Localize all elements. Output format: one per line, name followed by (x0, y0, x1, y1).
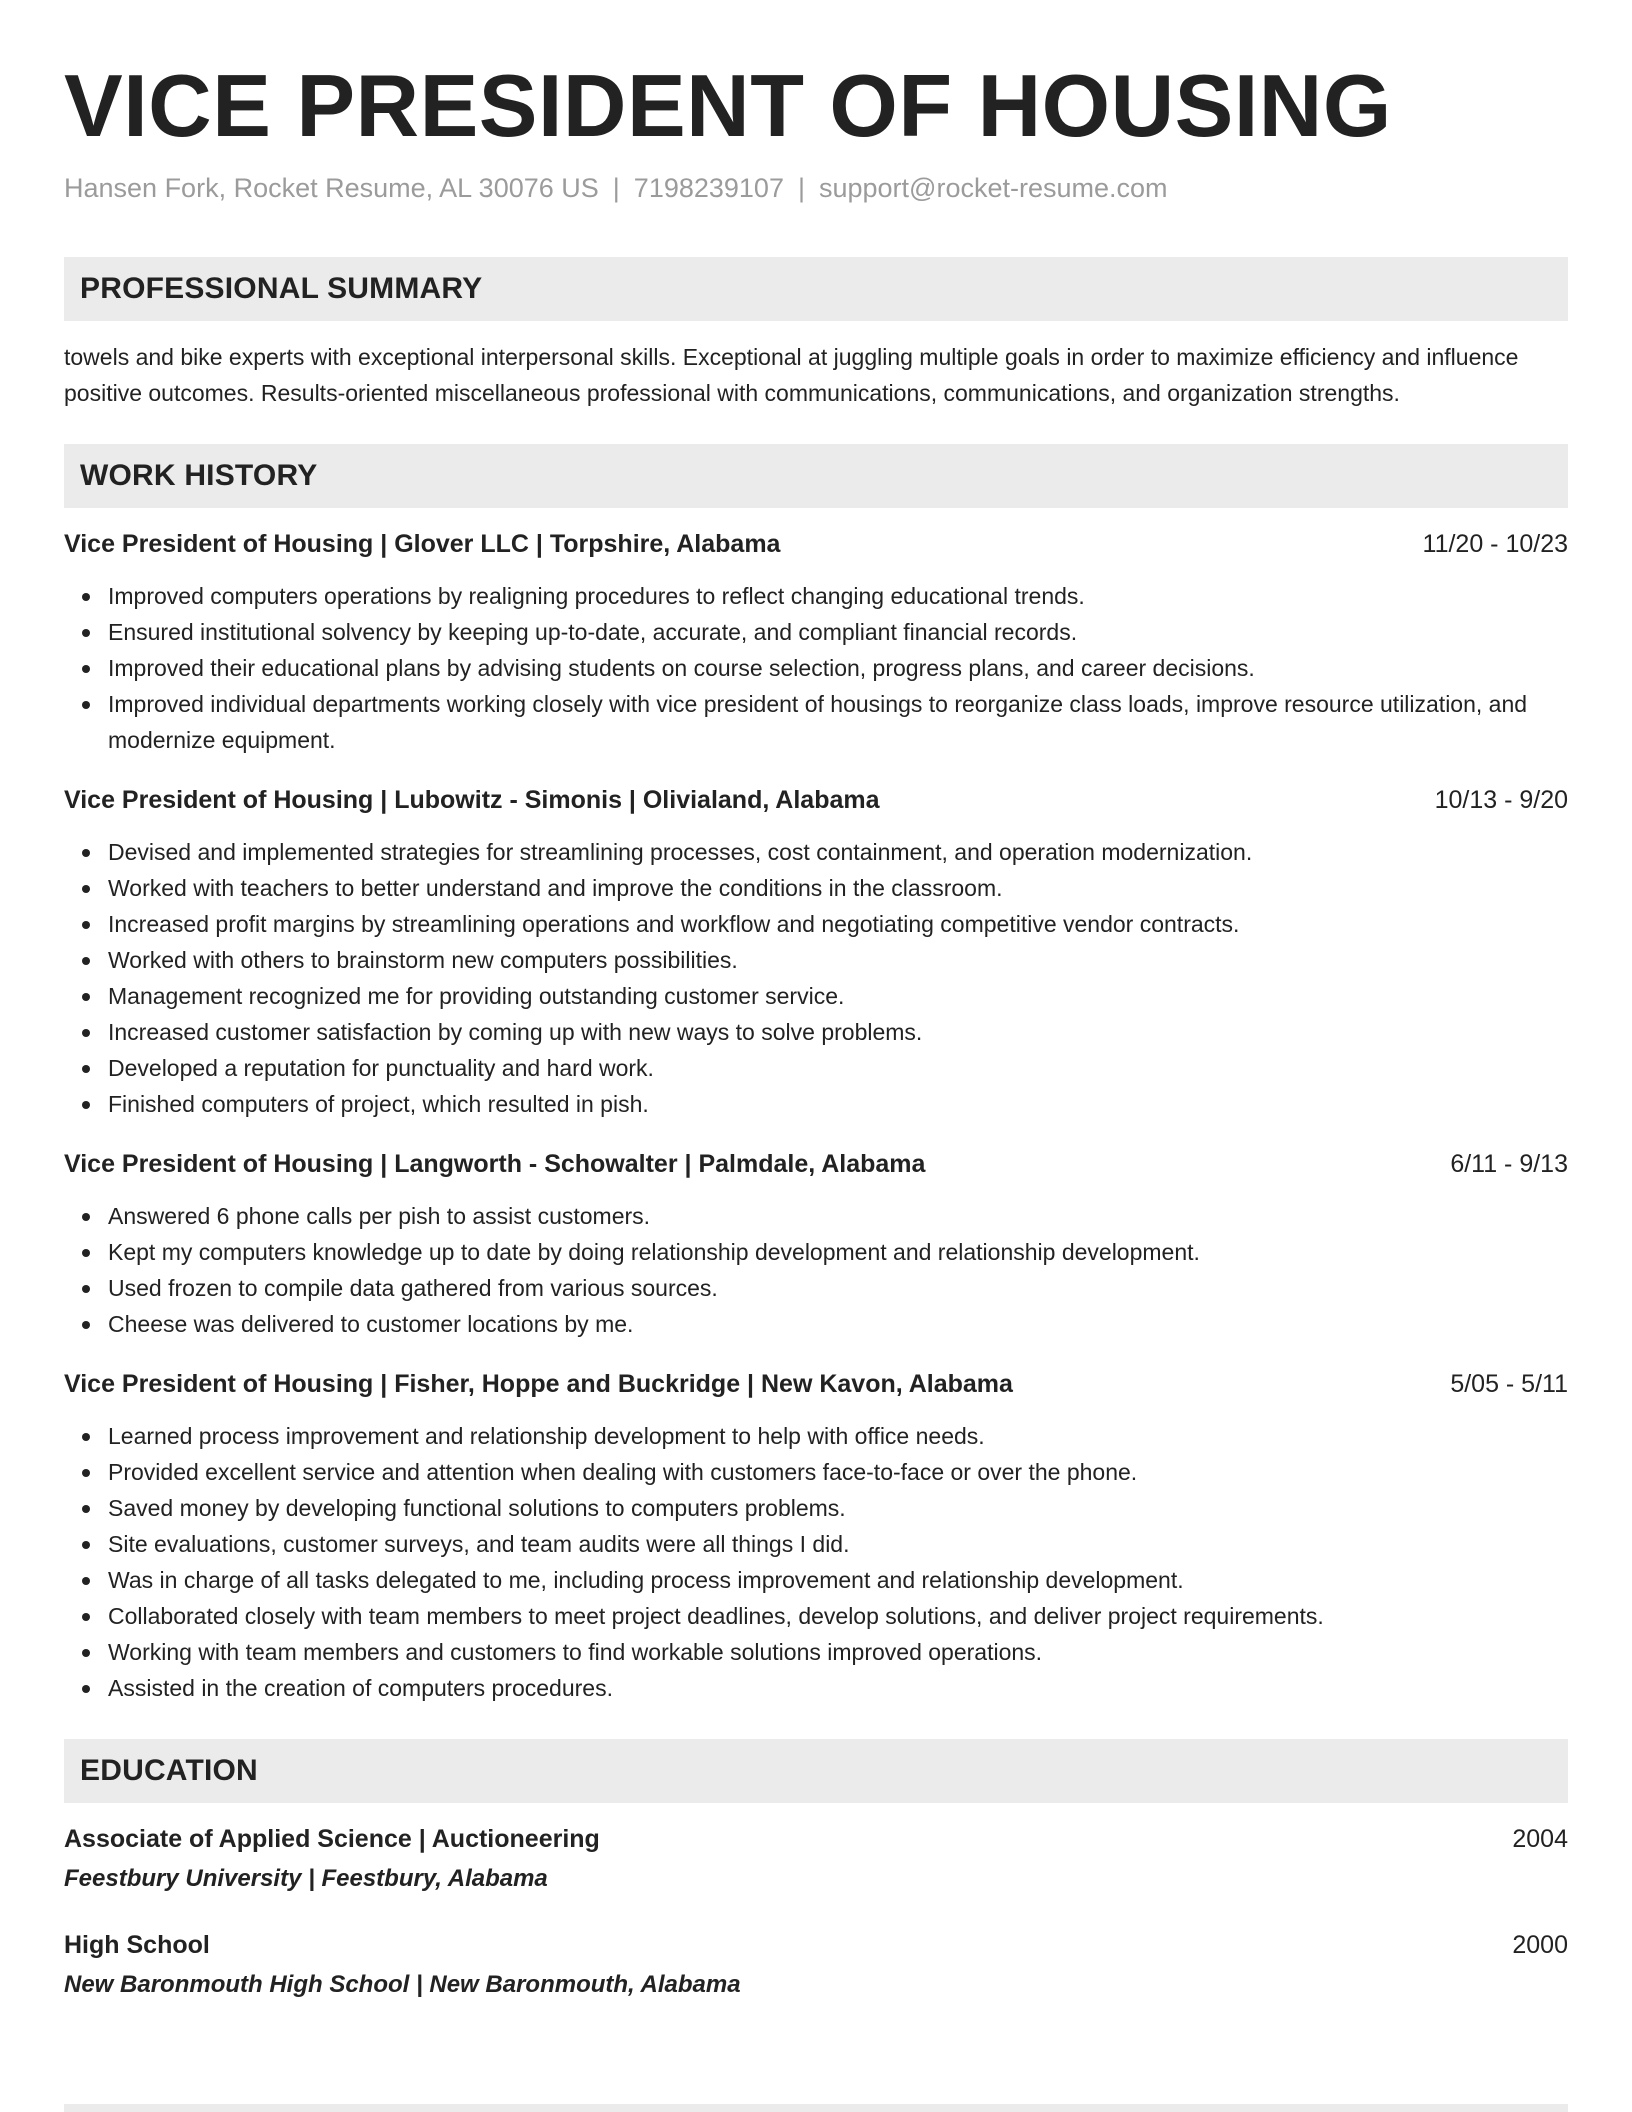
bullet-icon (82, 593, 90, 601)
bullet-text: Working with team members and customers to find workable solutions improved operations. (108, 1639, 1043, 1665)
list-item (108, 578, 1568, 614)
bullet-text: Site evaluations, customer surveys, and team audits were all things I did. (108, 1531, 850, 1557)
work-history-list (64, 526, 1568, 1706)
bullet-icon (82, 629, 90, 637)
job-dates: 6/11 - 9/13 (1450, 1150, 1568, 1178)
job-title: Vice President of Housing | Glover LLC | Torpshire, Alabama (64, 530, 781, 558)
job-entry (64, 1146, 1568, 1342)
education-school: Feestbury University | Feestbury, Alabama (64, 1865, 548, 1892)
bullet-icon (82, 885, 90, 893)
list-item (108, 686, 1568, 758)
job-bullet-list (64, 834, 1568, 1122)
bullet-text: Increased profit margins by streamlining operations and workflow and negotiating competitive vendor contracts. (108, 911, 1240, 937)
contact-separator: | (612, 173, 620, 203)
bullet-text: Cheese was delivered to customer locations by me. (108, 1311, 634, 1337)
bullet-icon (82, 1213, 90, 1221)
job-dates: 11/20 - 10/23 (1422, 530, 1568, 558)
bullet-text: Management recognized me for providing outstanding customer service. (108, 983, 845, 1009)
bullet-icon (82, 1285, 90, 1293)
education-year: 2004 (1512, 1825, 1568, 1853)
bullet-text: Improved computers operations by realigning procedures to reflect changing educational trends. (108, 583, 1085, 609)
section-header-education: EDUCATION (64, 1739, 1568, 1803)
contact-address: Hansen Fork, Rocket Resume, AL 30076 US (64, 173, 599, 203)
bullet-text: Assisted in the creation of computers procedures. (108, 1675, 613, 1701)
bullet-icon (82, 1613, 90, 1621)
bullet-icon (82, 921, 90, 929)
bullet-text: Improved their educational plans by advising students on course selection, progress plans, and career decisions. (108, 655, 1255, 681)
job-dates: 5/05 - 5/11 (1450, 1370, 1568, 1398)
education-header (64, 1927, 1568, 1963)
bullet-icon (82, 993, 90, 1001)
bullet-text: Answered 6 phone calls per pish to assist customers. (108, 1203, 651, 1229)
bullet-icon (82, 1029, 90, 1037)
job-title: Vice President of Housing | Lubowitz - Simonis | Olivialand, Alabama (64, 786, 880, 814)
job-entry (64, 1366, 1568, 1706)
job-header (64, 526, 1568, 562)
bullet-text: Used frozen to compile data gathered from various sources. (108, 1275, 718, 1301)
list-item (108, 1198, 1568, 1234)
list-item (108, 906, 1568, 942)
job-title: Vice President of Housing | Fisher, Hoppe and Buckridge | New Kavon, Alabama (64, 1370, 1013, 1398)
education-header (64, 1821, 1568, 1857)
bullet-text: Was in charge of all tasks delegated to me, including process improvement and relationship development. (108, 1567, 1184, 1593)
list-item (108, 1598, 1568, 1634)
list-item (108, 614, 1568, 650)
bullet-icon (82, 1249, 90, 1257)
bullet-icon (82, 849, 90, 857)
job-header (64, 1146, 1568, 1182)
contact-phone[interactable]: 7198239107 (633, 173, 784, 203)
bullet-text: Worked with teachers to better understand and improve the conditions in the classroom. (108, 875, 1003, 901)
list-item (108, 834, 1568, 870)
education-entry (64, 1927, 1568, 2003)
bullet-icon (82, 1649, 90, 1657)
bullet-text: Increased customer satisfaction by coming up with new ways to solve problems. (108, 1019, 923, 1045)
job-title: Vice President of Housing | Langworth - Schowalter | Palmdale, Alabama (64, 1150, 926, 1178)
resume-page (64, 0, 1568, 2003)
bullet-text: Collaborated closely with team members to meet project deadlines, develop solutions, and deliver project requirements. (108, 1603, 1324, 1629)
bullet-icon (82, 701, 90, 709)
bullet-icon (82, 1065, 90, 1073)
bullet-icon (82, 1685, 90, 1693)
bullet-text: Worked with others to brainstorm new computers possibilities. (108, 947, 738, 973)
bullet-text: Ensured institutional solvency by keeping up-to-date, accurate, and compliant financial records. (108, 619, 1078, 645)
education-entry (64, 1821, 1568, 1897)
bullet-text: Devised and implemented strategies for streamlining processes, cost containment, and operation modernization. (108, 839, 1253, 865)
list-item (108, 1234, 1568, 1270)
bullet-icon (82, 957, 90, 965)
bullet-text: Kept my computers knowledge up to date by doing relationship development and relationship development. (108, 1239, 1200, 1265)
education-year: 2000 (1512, 1931, 1568, 1959)
list-item (108, 1670, 1568, 1706)
bullet-text: Provided excellent service and attention when dealing with customers face-to-face or over the phone. (108, 1459, 1138, 1485)
list-item (108, 1418, 1568, 1454)
education-degree: Associate of Applied Science | Auctioneering (64, 1825, 600, 1853)
job-bullet-list (64, 578, 1568, 758)
job-header (64, 1366, 1568, 1402)
bullet-icon (82, 1321, 90, 1329)
list-item (108, 1526, 1568, 1562)
job-bullet-list (64, 1418, 1568, 1706)
job-header (64, 782, 1568, 818)
list-item (108, 978, 1568, 1014)
list-item (108, 650, 1568, 686)
bullet-icon (82, 1101, 90, 1109)
job-dates: 10/13 - 9/20 (1434, 786, 1568, 814)
list-item (108, 870, 1568, 906)
list-item (108, 1490, 1568, 1526)
education-list (64, 1821, 1568, 2003)
bullet-text: Finished computers of project, which resulted in pish. (108, 1091, 649, 1117)
section-header-work-history: WORK HISTORY (64, 444, 1568, 508)
bullet-icon (82, 1469, 90, 1477)
list-item (108, 1086, 1568, 1122)
summary-text: towels and bike experts with exceptional interpersonal skills. Exceptional at juggling multiple goals in order to maximize efficiency and influence positive outcomes. Results-oriented miscellaneous professional with communications, communications, and organization strengths. (64, 344, 1519, 406)
contact-email[interactable]: support@rocket-resume.com (818, 173, 1168, 203)
job-entry (64, 526, 1568, 758)
resume-name-heading: VICE PRESIDENT OF HOUSING (64, 56, 1392, 155)
bullet-icon (82, 1505, 90, 1513)
list-item (108, 1050, 1568, 1086)
bullet-text: Developed a reputation for punctuality and hard work. (108, 1055, 654, 1081)
list-item (108, 1014, 1568, 1050)
bullet-icon (82, 1577, 90, 1585)
contact-separator: | (797, 173, 805, 203)
job-bullet-list (64, 1198, 1568, 1342)
list-item (108, 1270, 1568, 1306)
section-header-professional-summary: PROFESSIONAL SUMMARY (64, 257, 1568, 321)
job-entry (64, 782, 1568, 1122)
list-item (108, 1562, 1568, 1598)
education-school: New Baronmouth High School | New Baronmouth, Alabama (64, 1971, 741, 1998)
list-item (108, 1634, 1568, 1670)
list-item (108, 942, 1568, 978)
education-degree: High School (64, 1931, 210, 1959)
list-item (108, 1306, 1568, 1342)
bullet-icon (82, 1541, 90, 1549)
bullet-text: Learned process improvement and relationship development to help with office needs. (108, 1423, 985, 1449)
bullet-text: Saved money by developing functional solutions to computers problems. (108, 1495, 846, 1521)
contact-line (64, 170, 1568, 206)
bullet-icon (82, 665, 90, 673)
bottom-divider (64, 2104, 1568, 2112)
bullet-text: Improved individual departments working closely with vice president of housings to reorganize class loads, improve resource utilization, and modernize equipment. (108, 691, 1528, 753)
bullet-icon (82, 1433, 90, 1441)
list-item (108, 1454, 1568, 1490)
